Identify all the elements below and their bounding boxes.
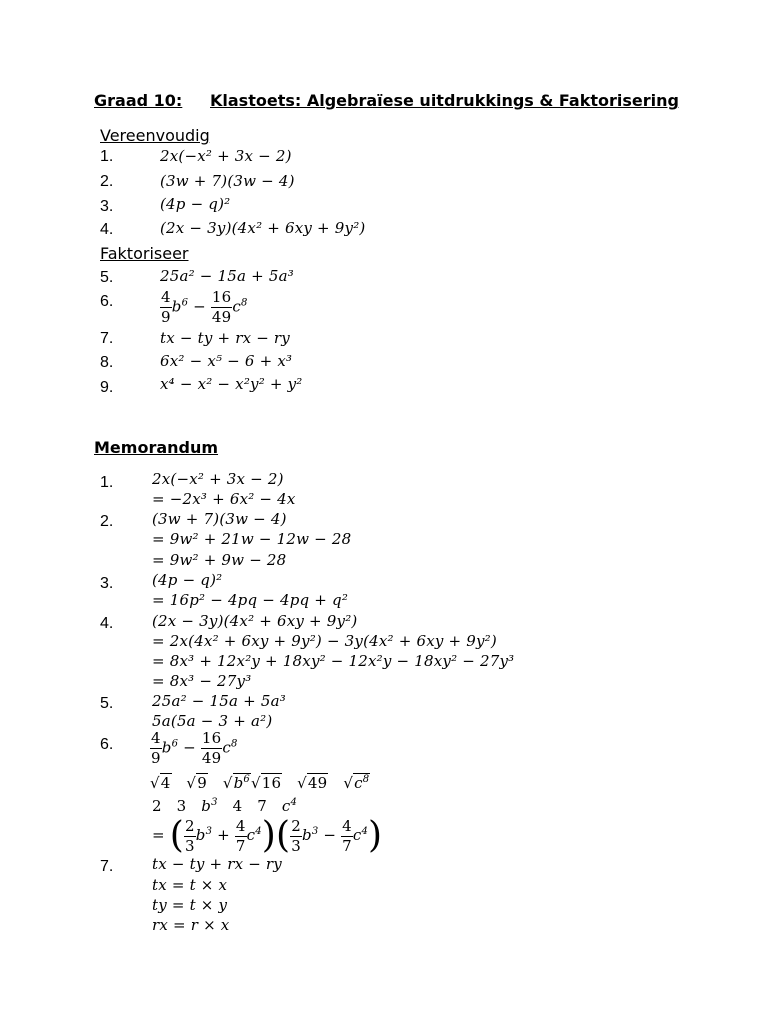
- question-number: 1.: [100, 148, 114, 165]
- test-title: Klastoets: Algebraïese uitdrukkings & Faktorisering: [210, 91, 679, 110]
- question-2: (3w + 7)(3w − 4): [160, 172, 295, 190]
- memo-line: = 8x³ − 27y³: [152, 672, 252, 690]
- question-7: tx − ty + rx − ry: [160, 329, 290, 347]
- memo-roots-values: 2 3 $b^3$ 4 7 $c^4$: [152, 797, 298, 815]
- question-number: 9.: [100, 379, 114, 396]
- memo-line: 25a² − 15a + 5a³: [152, 692, 286, 710]
- memo-number: 3.: [100, 575, 114, 592]
- memo-number: 7.: [100, 858, 114, 875]
- memo-number: 1.: [100, 474, 114, 491]
- memo-number: 2.: [100, 513, 114, 530]
- fraction: $\frac{4}{7}$: [342, 816, 352, 855]
- memo-fraction-expression: $\frac{4}{9}$ $b^6$ − $\frac{16}{49}$ $c^8$: [151, 729, 238, 767]
- memo-line: = 9w² + 9w − 28: [152, 551, 287, 569]
- question-5: 25a² − 15a + 5a³: [160, 267, 294, 285]
- memo-number: 4.: [100, 615, 114, 632]
- question-3: (4p − q)²: [160, 195, 231, 213]
- grade-heading: Graad 10:: [94, 91, 183, 110]
- memo-line: = 8x³ + 12x²y + 18xy² − 12x²y − 18xy² − 27y³: [152, 652, 515, 670]
- memo-line: = 9w² + 21w − 12w − 28: [152, 530, 352, 548]
- memo-line: ty = t × y: [152, 896, 228, 914]
- memo-line: = 2x(4x² + 6xy + 9y²) − 3y(4x² + 6xy + 9y²): [152, 632, 497, 650]
- memo-number: 5.: [100, 695, 114, 712]
- fraction: $\frac{16}{49}$: [201, 729, 222, 767]
- question-number: 3.: [100, 198, 114, 215]
- memo-line: rx = r × x: [152, 916, 230, 934]
- question-number: 2.: [100, 173, 114, 190]
- question-number: 8.: [100, 354, 114, 371]
- question-6: $\frac{4}{9}$ $b^6$ − $\frac{16}{49}$ $c^8$: [161, 288, 248, 326]
- question-4: (2x − 3y)(4x² + 6xy + 9y²): [160, 219, 366, 237]
- fraction: $\frac{4}{9}$: [151, 729, 161, 767]
- memo-line: (2x − 3y)(4x² + 6xy + 9y²): [152, 612, 358, 630]
- memo-line: 5a(5a − 3 + a²): [152, 712, 273, 730]
- question-number: 5.: [100, 269, 114, 286]
- memo-line: = 16p² − 4pq − 4pq + q²: [152, 591, 349, 609]
- question-8: 6x² − x⁵ − 6 + x³: [160, 352, 293, 370]
- memo-number: 6.: [100, 736, 114, 753]
- memo-line: tx = t × x: [152, 876, 228, 894]
- fraction: $\frac{2}{3}$: [185, 816, 195, 855]
- memo-line: (3w + 7)(3w − 4): [152, 510, 287, 528]
- section-factorise: Faktoriseer: [100, 244, 189, 263]
- fraction: $\frac{16}{49}$: [211, 288, 232, 326]
- fraction: $\frac{4}{9}$: [161, 288, 171, 326]
- fraction: $\frac{2}{3}$: [291, 816, 302, 855]
- memo-roots-line: √4 √9 $√b^6√16$ √49 $√c^8$: [150, 774, 370, 792]
- section-memorandum: Memorandum: [94, 438, 219, 457]
- question-9: x⁴ − x² − x²y² + y²: [160, 375, 303, 393]
- memo-factorised-result: = ( $\frac{2}{3}$ $b^3$ + $\frac{4}{7}$ $c^4$)( $\frac{2}{3}$ $b^3$ − $\frac{4}{7}$ $c^4$): [152, 815, 383, 856]
- fraction: $\frac{4}{7}$: [235, 816, 246, 855]
- memo-line: 2x(−x² + 3x − 2): [152, 470, 284, 488]
- question-number: 4.: [100, 221, 114, 238]
- section-simplify: Vereenvoudig: [100, 126, 210, 145]
- memo-line: (4p − q)²: [152, 571, 223, 589]
- question-number: 7.: [100, 330, 114, 347]
- memo-line: tx − ty + rx − ry: [152, 855, 282, 873]
- memo-line: = −2x³ + 6x² − 4x: [152, 490, 296, 508]
- question-1: 2x(−x² + 3x − 2): [160, 147, 292, 165]
- question-number: 6.: [100, 293, 114, 310]
